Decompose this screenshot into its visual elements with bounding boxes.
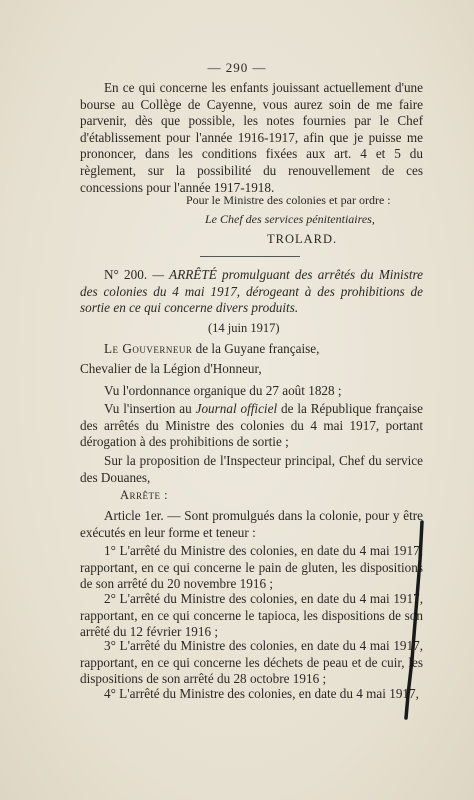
decree-item-1: 1° L'arrêté du Ministre des colonies, en date du 4 mai 1917, rapportant, en ce qui concerne le pain de gluten, les dispositions de son arrêté du 20 novembre 1916 ; — [80, 543, 423, 592]
signature-name: TROLARD. — [267, 232, 338, 246]
vu-insertion-block — [80, 401, 423, 451]
page-number: — 290 — — [207, 60, 267, 75]
handwritten-margin-mark — [398, 520, 428, 720]
signature-line-1: Pour le Ministre des colonies et par ordre : — [186, 193, 391, 207]
proposition-block — [80, 453, 423, 486]
intro-paragraph-block — [80, 80, 423, 196]
item-2-block — [80, 591, 423, 641]
governor-rest: de la Guyane française, — [192, 341, 320, 356]
governor-line — [104, 341, 319, 357]
arrete-label: Arrête : — [120, 488, 169, 502]
article-block — [80, 508, 423, 541]
proposition: Sur la proposition de l'Inspecteur principal, Chef du service des Douanes, — [80, 453, 423, 485]
decree-number: N° 200. — [104, 267, 148, 282]
vu-insertion-end: de la République française des arrêtés du Ministre des colonies du 4 mai 1917, portant dérogation à des prohibitions de sortie ; — [80, 401, 423, 450]
vu-insertion-start: Vu l'insertion au — [104, 401, 196, 416]
item-3-block — [80, 638, 423, 688]
chevalier-line: Chevalier de la Légion d'Honneur, — [80, 361, 262, 376]
decree-heading — [80, 267, 423, 317]
decree-item-2: 2° L'arrêté du Ministre des colonies, en date du 4 mai 1917, rapportant, en ce qui concerne le tapioca, les dispositions de son arrêté du 12 février 1916 ; — [80, 591, 423, 640]
item-1-block — [80, 543, 423, 593]
decree-date: (14 juin 1917) — [208, 321, 280, 335]
governor-caps: Le Gouverneur — [104, 341, 193, 356]
signature-line-2: Le Chef des services pénitentiaires, — [205, 212, 375, 226]
intro-paragraph: En ce qui concerne les enfants jouissant actuellement d'une bourse au Collège de Cayenne, vous aurez soin de me faire parvenir, dès que possible, les notes fournies par le Chef d'établissement pour l'année 1916-1917, afin que je puisse me prononcer, dans les conditions fixées aux art. 4 et 5 du règlement, sur la possibilité du renouvellement de ces concessions pour l'année 1917-1918. — [80, 80, 423, 195]
decree-item-3: 3° L'arrêté du Ministre des colonies, en date du 4 mai 1917, rapportant, en ce qui concerne les déchets de peau et de cuir, les dispositions de son arrêté du 28 octobre 1916 ; — [80, 638, 423, 687]
decree-title: promulguant des arrêtés du Ministre des colonies du 4 mai 1917, dérogeant à des prohibitions de sortie en ce qui concerne divers produits. — [80, 267, 424, 316]
decree-title-prefix: — ARRÊTÉ — [152, 267, 217, 282]
vu-ordonnance: Vu l'ordonnance organique du 27 août 1828 ; — [104, 383, 342, 398]
decree-item-4: 4° L'arrêté du Ministre des colonies, en date du 4 mai 1917, — [104, 686, 419, 701]
journal-officiel: Journal officiel — [195, 401, 278, 416]
vu-insertion — [80, 401, 423, 451]
article-1: Article 1er. — Sont promulgués dans la colonie, pour y être exécutés en leur forme et teneur : — [80, 508, 423, 540]
section-divider — [200, 256, 300, 257]
item-4-block — [80, 686, 423, 703]
